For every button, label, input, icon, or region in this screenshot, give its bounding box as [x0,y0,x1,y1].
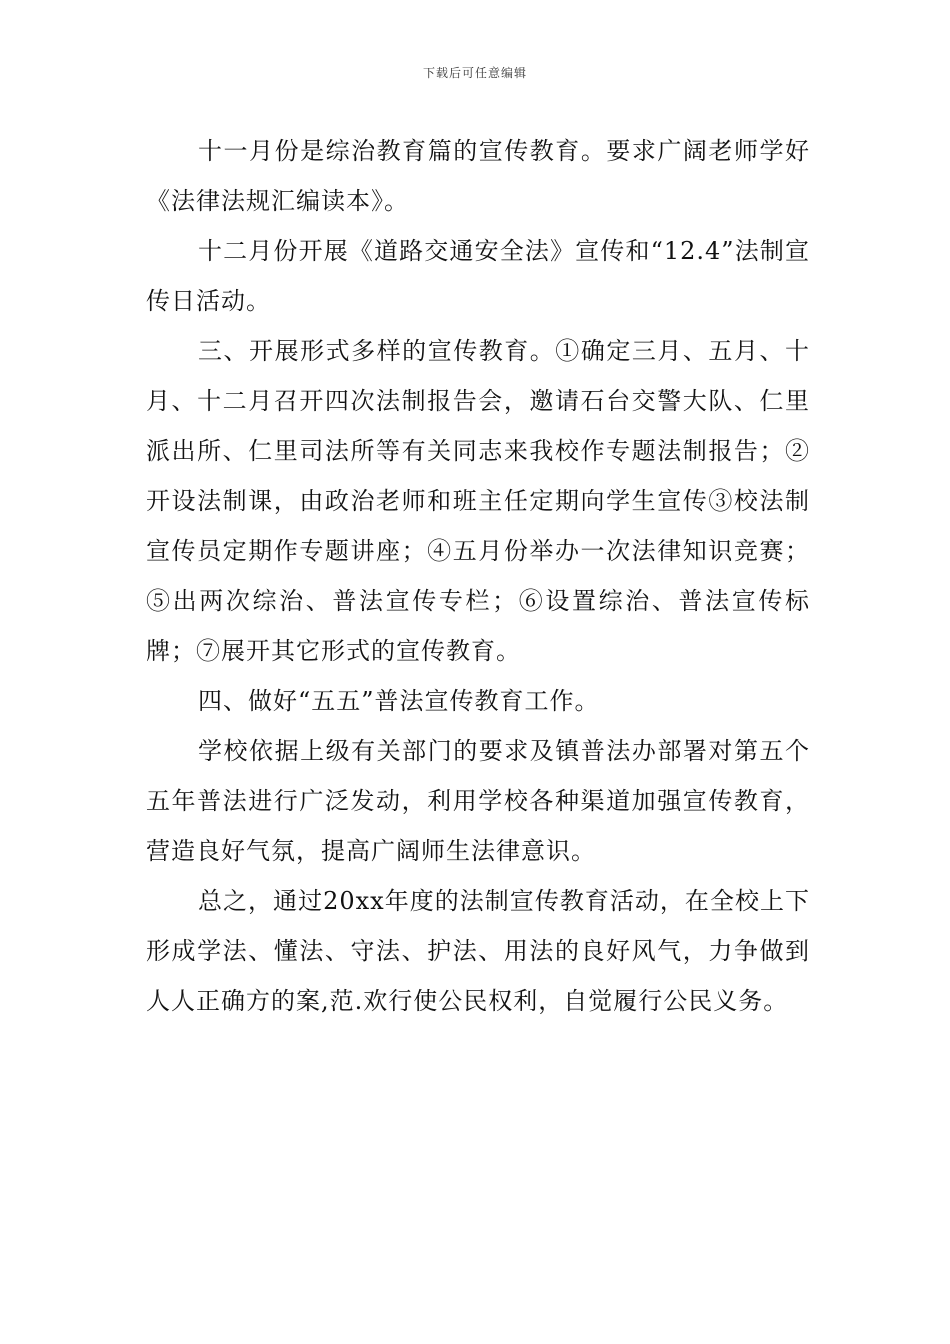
paragraph-section-four-heading: 四、做好“五五”普法宣传教育工作。 [198,687,600,715]
paragraph-november: 十一月份是综治教育篇的宣传教育。要求广阔老师学好《法律法规汇编读本》。 [146,137,810,215]
paragraph-december: 十二月份开展《道路交通安全法》宣传和“12.4”法制宣传日活动。 [146,237,810,315]
paragraph-five-year-plan: 学校依据上级有关部门的要求及镇普法办部署对第五个五年普法进行广泛发动，利用学校各种渠道加强宣传教育，营造良好气氛，提高广阔师生法律意识。 [146,737,810,865]
header-note: 下载后可任意编辑 [422,66,527,80]
document-body [146,126,810,1026]
paragraph-section-three: 三、开展形式多样的宣传教育。①确定三月、五月、十月、十二月召开四次法制报告会，邀请石台交警大队、仁里派出所、仁里司法所等有关同志来我校作专题法制报告；②开设法制课，由政治老师和班主任定期向学生宣传③校法制宣传员定期作专题讲座；④五月份举办一次法律知识竞赛；⑤出两次综治、普法宣传专栏；⑥设置综治、普法宣传标牌；⑦展开其它形式的宣传教育。 [146,337,810,665]
paragraph-conclusion: 总之，通过20xx年度的法制宣传教育活动，在全校上下形成学法、懂法、守法、护法、用法的良好风气，力争做到人人正确方的案,范.欢行使公民权利，自觉履行公民义务。 [146,887,810,1015]
